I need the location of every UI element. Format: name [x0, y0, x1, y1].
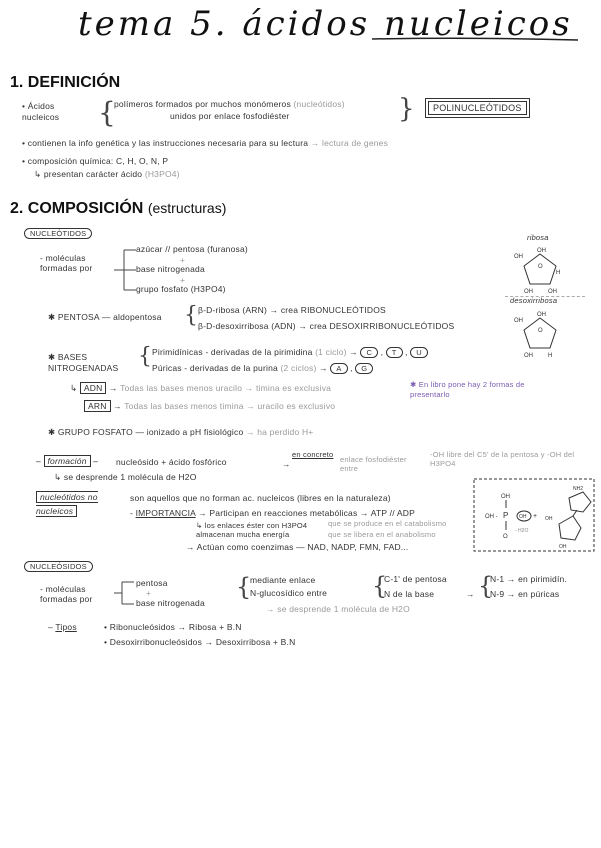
n-base-brace: { — [478, 572, 494, 600]
enlace-detail: -OH libre del C5' de la pentosa y -OH del H3PO4 — [430, 450, 575, 468]
page-title: tema 5. ácidos nucleicos — [78, 4, 573, 44]
section-composicion-heading: 2. COMPOSICIÓN (estructuras) — [10, 200, 227, 217]
desprende-1: ↳ se desprende 1 molécula de H2O — [54, 472, 197, 482]
moleculas-label-2: - moléculas formadas por — [40, 584, 93, 604]
moleculas-label: - moléculas formadas por — [40, 253, 93, 273]
n1-pirimidin: N-1 → en pirimidín. — [490, 574, 568, 584]
def-brace: { — [98, 96, 116, 129]
se-libera: que se libera en el anabolismo — [328, 530, 436, 539]
desprende-2: → se desprende 1 molécula de H2O — [266, 604, 410, 614]
def-line1: polímeros formados por muchos monómeros (nucleótidos) — [114, 99, 345, 109]
svg-text:OH: OH — [545, 516, 553, 522]
grupo-item: grupo fosfato (H3PO4) — [136, 284, 226, 294]
adn-line: ↳ ADN → Todas las bases menos uracilo → timina es exclusiva — [70, 383, 332, 393]
svg-text:H: H — [556, 270, 561, 276]
formacion-text: nucleósido + ácido fosfórico — [116, 457, 227, 467]
plus-3: + — [146, 588, 152, 598]
enlaces-ester: ↳ los enlaces éster con H3PO4 almacenan mucha energía — [196, 521, 308, 539]
svg-text:OH: OH — [514, 318, 523, 324]
polinucleotidos-box: POLINUCLEÓTIDOS — [428, 101, 527, 115]
nucleosidos-pill: NUCLEÓSIDOS — [24, 561, 93, 572]
svg-text:OH -: OH - — [485, 514, 498, 520]
mediante-line: mediante enlace — [250, 575, 316, 585]
pentosa-2: pentosa — [136, 578, 168, 588]
caracter-line: ↳ presentan carácter ácido (H3PO4) — [34, 169, 180, 179]
plus-2: + — [180, 275, 186, 285]
n9-purica: N-9 → en púricas — [490, 589, 560, 599]
svg-text:OH: OH — [524, 289, 533, 294]
svg-text:OH: OH — [548, 289, 557, 294]
svg-text:OH: OH — [559, 544, 567, 550]
puricas-line: Púricas - derivadas de la purina (2 ciclos) → A , G — [152, 363, 373, 373]
svg-text:OH: OH — [501, 494, 510, 500]
tipos-label: – Tipos — [48, 622, 77, 632]
purple-note: ✱ En libro pone hay 2 formas de presentarlo — [410, 380, 525, 399]
composicion-branches — [112, 246, 138, 294]
ribosa-label: ribosa — [527, 233, 549, 242]
svg-text:OH: OH — [524, 353, 533, 358]
nucleosido-branches — [112, 578, 136, 608]
svg-text:OH: OH — [514, 254, 523, 260]
enlace-fosfo: enlace fosfodiéster entre — [340, 455, 407, 473]
no-nucleicos-def: son aquellos que no forman ac. nucleicos (libres en la naturaleza) — [130, 493, 391, 503]
desoxirribosa-structure — [510, 308, 570, 358]
svg-text:O: O — [538, 264, 543, 270]
title-underline — [370, 36, 580, 42]
contienen-line: • contienen la info genética y las instrucciones necesaria para su lectura → lectura de genes — [22, 138, 389, 148]
def-term: • Ácidos nucleicos — [22, 101, 60, 122]
svg-text:NH2: NH2 — [573, 486, 584, 492]
svg-text:O: O — [538, 328, 543, 334]
desoxirribosa-label: desoxirribosa — [510, 296, 558, 305]
enlace-brace: { — [372, 572, 388, 600]
svg-text:- H2O: - H2O — [515, 528, 529, 534]
bases-brace: { — [138, 344, 152, 369]
pentosa-item: ✱ PENTOSA — aldopentosa — [48, 312, 162, 322]
importancia-line: - IMPORTANCIA → Participan en reacciones metabólicas → ATP // ADP — [130, 508, 415, 518]
c1-pentosa: C-1' de pentosa — [384, 574, 447, 584]
def-line2: unidos por enlace fosfodiéster — [170, 111, 290, 121]
grupo-fosfato-item: ✱ GRUPO FOSFATO — ionizado a pH fisiológico → ha perdido H+ — [48, 427, 314, 437]
svg-text:OH: OH — [537, 248, 546, 254]
svg-text:O: O — [503, 534, 508, 540]
pentosa-rna: β-D-ribosa (ARN) → crea RIBONUCLEÓTIDOS — [198, 305, 386, 315]
arn-line: ARN → Todas las bases menos timina → uracilo es exclusivo — [84, 401, 335, 411]
def-close-brace: } — [398, 94, 415, 124]
svg-text:OH: OH — [537, 312, 546, 318]
pirimidinicas-line: Pirimidínicas - derivadas de la pirimidina (1 ciclo) → C , T , U — [152, 347, 428, 357]
ribonucleosidos-line: • Ribonucleósidos → Ribosa + B.N — [104, 622, 242, 632]
desoxirribonucleosidos-line: • Desoxirribonucleósidos → Desoxirribosa + B.N — [104, 637, 296, 647]
section-definicion-heading: 1. DEFINICIÓN — [10, 74, 121, 91]
azucar-item: azúcar // pentosa (furanosa) — [136, 244, 248, 254]
bases-item: ✱ BASES NITROGENADAS — [48, 352, 119, 373]
svg-text:P: P — [503, 511, 509, 520]
ribosa-structure — [510, 244, 570, 294]
nucleotidos-no-label: nucleótidos no nucleicos — [36, 492, 98, 516]
svg-text:H: H — [548, 353, 553, 358]
en-concreto-label: en concreto — [292, 450, 334, 459]
nucleosido-brace: { — [236, 573, 252, 601]
base-item: base nitrogenada — [136, 264, 205, 274]
formacion-arrow: → — [282, 459, 291, 469]
n-glucosidico-line: N-glucosídico entre — [250, 588, 328, 598]
svg-text:OH: OH — [519, 514, 527, 520]
n-base: N de la base — [384, 589, 435, 599]
nucleotide-structure-diagram — [473, 478, 595, 552]
formacion-label: – formación – — [36, 456, 99, 466]
svg-text:+: + — [533, 513, 538, 520]
nucleotidos-pill: NUCLEÓTIDOS — [24, 228, 92, 239]
n-base-arrow: → — [466, 589, 475, 599]
plus-1: + — [180, 255, 186, 265]
pentosa-dna: β-D-desoxirribosa (ADN) → crea DESOXIRRIBONUCLEÓTIDOS — [198, 321, 455, 331]
composicion-line: • composición química: C, H, O, N, P — [22, 156, 169, 166]
pentosa-brace: { — [184, 303, 198, 328]
coenzimas-line: → Actúan como coenzimas — NAD, NADP, FMN, FAD... — [186, 542, 409, 552]
base-2: base nitrogenada — [136, 598, 205, 608]
se-produce: que se produce en el catabolismo — [328, 519, 447, 528]
